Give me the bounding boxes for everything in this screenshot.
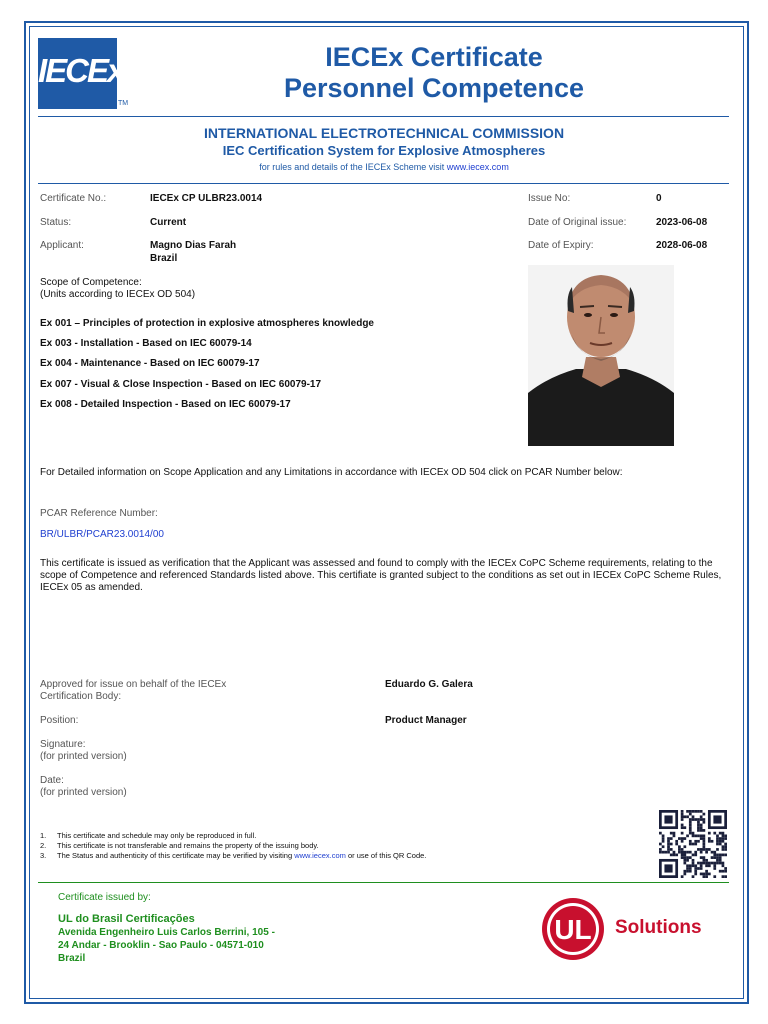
signature-label xyxy=(40,739,127,763)
issuer-name: UL do Brasil Certificações xyxy=(58,913,195,925)
approved-label-line-1: Approved for issue on behalf of the IECEx xyxy=(40,679,227,690)
pcar-label: PCAR Reference Number: xyxy=(40,508,158,519)
original-issue-label: Date of Original issue: xyxy=(528,217,627,228)
footnote-text: This certificate and schedule may only be reproduced in full. xyxy=(57,831,257,840)
iecex-website-link[interactable]: www.iecex.com xyxy=(446,162,509,172)
rules-text: for rules and details of the IECEx Scheme visit xyxy=(259,162,445,172)
footnote-text: This certificate is not transferable and remains the property of the issuing body. xyxy=(57,841,319,850)
footnote-iecex-link[interactable]: www.iecex.com xyxy=(294,851,346,860)
iecex-logo-text: IECEx xyxy=(38,52,124,89)
signature-label-line-1: Signature: xyxy=(40,739,86,750)
issuer-country: Brazil xyxy=(58,953,86,964)
footnote xyxy=(40,831,256,840)
footnote-number: 2. xyxy=(40,841,47,850)
footnote-text-suffix: or use of this QR Code. xyxy=(348,851,427,860)
footnote-text: The Status and authenticity of this certificate may be verified by visiting xyxy=(57,851,293,860)
header-divider xyxy=(38,116,729,117)
rules-line xyxy=(40,162,728,172)
scope-item: Ex 003 - Installation - Based on IEC 60079-14 xyxy=(40,338,252,349)
title-line-2: Personnel Competence xyxy=(283,73,585,103)
scope-heading-line-1: Scope of Competence: xyxy=(40,277,142,288)
approver-name: Eduardo G. Galera xyxy=(385,679,473,690)
issuer-address-line-2: 24 Andar - Brooklin - Sao Paulo - 04571-010 xyxy=(58,940,264,951)
footnote xyxy=(40,841,319,850)
ul-logo-mark xyxy=(538,896,608,962)
scope-item: Ex 007 - Visual & Close Inspection - Based on IEC 60079-17 xyxy=(40,379,322,390)
applicant-label: Applicant: xyxy=(40,240,84,251)
applicant-photo-graphic xyxy=(528,265,674,446)
footnote xyxy=(40,851,426,860)
certificate-title xyxy=(150,42,718,104)
position-label: Position: xyxy=(40,715,79,726)
certification-system: IEC Certification System for Explosive Atmospheres xyxy=(222,143,546,158)
position-value: Product Manager xyxy=(385,715,467,726)
scope-heading-line-2: (Units according to IECEx OD 504) xyxy=(40,289,196,300)
issue-no-value: 0 xyxy=(656,193,662,204)
certificate-statement: This certificate is issued as verification that the Applicant was assessed and found to comply with the IECEx CoPC Scheme requirements, relating to the scope of Competence and referenced Standards listed above. This certifiate is granted subject to the conditions as set out in IECEx CoPC Scheme Rules, IECEx 05 as amended. xyxy=(40,558,722,593)
logo-trademark: TM xyxy=(118,100,129,107)
title-line-1: IECEx Certificate xyxy=(325,42,543,72)
certificate-no-value: IECEx CP ULBR23.0014 xyxy=(150,193,263,204)
scope-item: Ex 001 – Principles of protection in explosive atmospheres knowledge xyxy=(40,318,374,329)
org-name: INTERNATIONAL ELECTROTECHNICAL COMMISSION xyxy=(203,125,565,141)
original-issue-value: 2023-06-08 xyxy=(656,217,708,228)
expiry-value: 2028-06-08 xyxy=(656,240,708,251)
footnote-number: 3. xyxy=(40,851,47,860)
applicant-name: Magno Dias Farah xyxy=(150,240,237,251)
qr-code[interactable] xyxy=(658,810,728,878)
ul-logo-letters: UL xyxy=(554,914,592,945)
date-label xyxy=(40,775,127,799)
details-text: For Detailed information on Scope Application and any Limitations in accordance with IECEx OD 504 click on PCAR Number below: xyxy=(40,467,623,478)
expiry-label: Date of Expiry: xyxy=(528,240,594,251)
issuer-address-line-1: Avenida Engenheiro Luis Carlos Berrini, 105 - xyxy=(58,927,275,938)
date-label-line-1: Date: xyxy=(40,775,64,786)
qr-code-graphic xyxy=(658,810,728,878)
applicant-country: Brazil xyxy=(150,253,178,264)
org-divider xyxy=(38,183,729,184)
ul-logo-word: Solutions xyxy=(615,917,702,938)
approved-label xyxy=(40,679,226,703)
applicant-photo xyxy=(528,265,674,446)
scope-item: Ex 008 - Detailed Inspection - Based on IEC 60079-17 xyxy=(40,399,291,410)
pcar-number-wrap xyxy=(40,529,164,540)
ul-logo xyxy=(538,896,608,962)
certificate-no-label: Certificate No.: xyxy=(40,193,107,204)
footer-divider xyxy=(38,882,729,883)
issue-no-label: Issue No: xyxy=(528,193,571,204)
status-label: Status: xyxy=(40,217,72,228)
issued-by-label: Certificate issued by: xyxy=(58,892,151,903)
scope-item: Ex 004 - Maintenance - Based on IEC 60079-17 xyxy=(40,358,260,369)
signature-note: (for printed version) xyxy=(40,751,127,762)
approved-label-line-2: Certification Body: xyxy=(40,691,122,702)
date-note: (for printed version) xyxy=(40,787,127,798)
pcar-number-link[interactable]: BR/ULBR/PCAR23.0014/00 xyxy=(40,529,164,540)
footnote-number: 1. xyxy=(40,831,47,840)
status-value: Current xyxy=(150,217,187,228)
scope-heading xyxy=(40,277,195,301)
